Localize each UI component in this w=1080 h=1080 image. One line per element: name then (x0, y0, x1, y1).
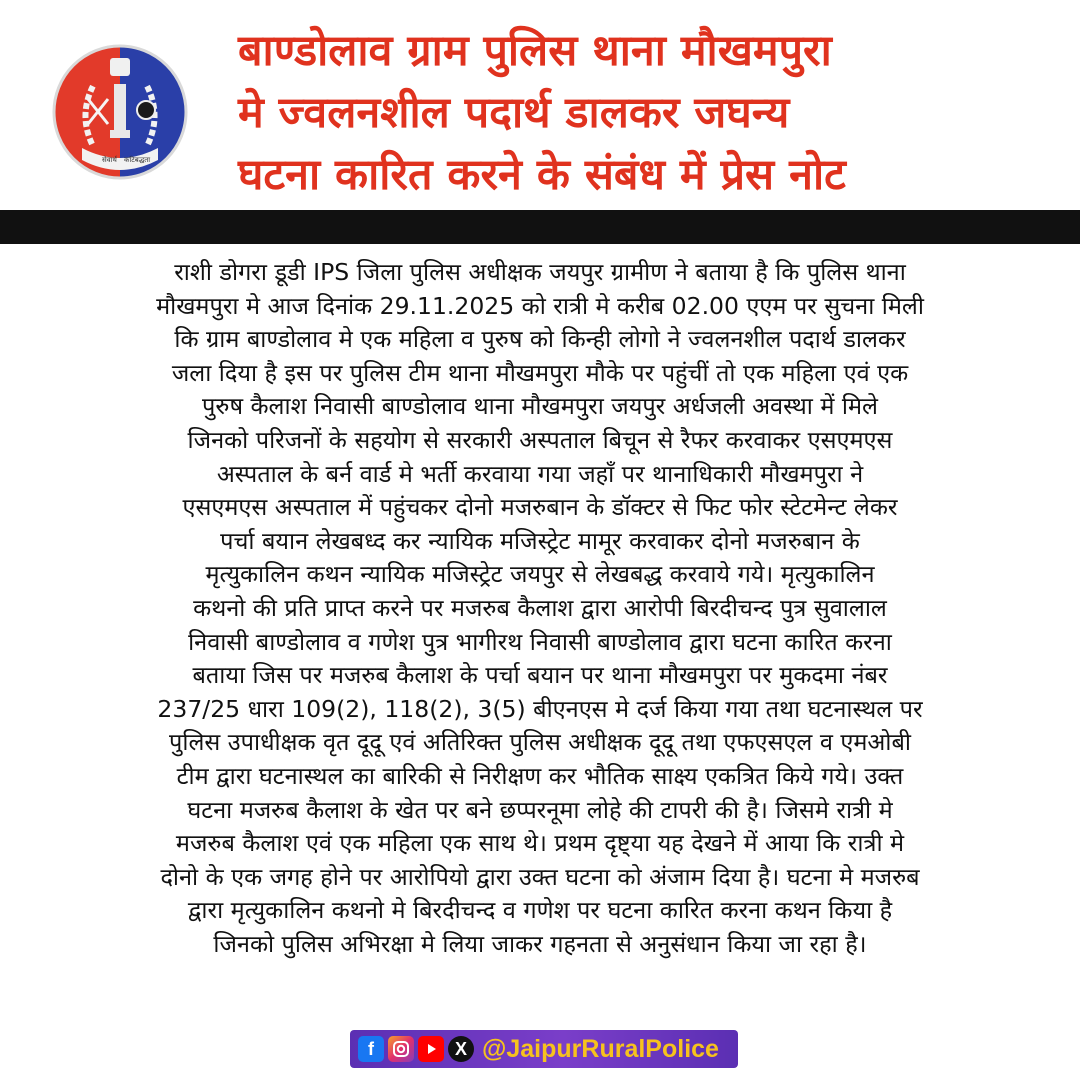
body-line: पुलिस उपाधीक्षक वृत दूदू एवं अतिरिक्त पुलिस अधीक्षक दूदू तथा एफएसएल व एमओबी (169, 728, 911, 757)
rajasthan-police-logo-icon (52, 44, 188, 180)
page-title (238, 20, 1068, 206)
body-line: पुरुष कैलाश निवासी बाण्डोलाव थाना मौखमपुरा जयपुर अर्धजली अवस्था में मिले (202, 392, 878, 421)
body-line: बताया जिस पर मजरुब कैलाश के पर्चा बयान पर थाना मौखमपुरा पर मुकदमा नंबर (192, 661, 888, 690)
body-line: जिनको पुलिस अभिरक्षा मे लिया जाकर गहनता से अनुसंधान किया जा रहा है। (213, 929, 867, 958)
x-icon[interactable]: X (448, 1036, 474, 1062)
logo-motto-left: सेवार्थ (102, 156, 117, 164)
body-line: कथनो की प्रति प्राप्त करने पर मजरुब कैलाश द्वारा आरोपी बिरदीचन्द पुत्र सुवालाल (193, 593, 887, 622)
body-line: द्वारा मृत्युकालिन कथनो मे बिरदीचन्द व गणेश पर घटना कारित करना कथन किया है (187, 896, 893, 925)
logo-motto-right: कटिबद्धता (124, 156, 151, 164)
body-line: पर्चा बयान लेखबध्द कर न्यायिक मजिस्ट्रेट मामूर करवाकर दोनो मजरुबान के (220, 526, 860, 555)
youtube-icon[interactable] (418, 1036, 444, 1062)
body-line: दोनो के एक जगह होने पर आरोपियो द्वारा उक्त घटना को अंजाम दिया है। घटना मे मजरुब (160, 862, 920, 891)
body-line: जला दिया है इस पर पुलिस टीम थाना मौखमपुरा मौके पर पहुंचीं तो एक महिला एवं एक (171, 358, 909, 387)
body-line: एसएमएस अस्पताल में पहुंचकर दोनो मजरुबान के डॉक्टर से फिट फोर स्टेटमेन्ट लेकर (182, 493, 898, 522)
title-line: बाण्डोलाव ग्राम पुलिस थाना मौखमपुरा (238, 26, 832, 76)
body-line: घटना मजरुब कैलाश के खेत पर बने छप्परनूमा लोहे की टापरी की है। जिसमे रात्री मे (187, 795, 893, 824)
body-line: अस्पताल के बर्न वार्ड मे भर्ती करवाया गया जहाँ पर थानाधिकारी मौखमपुरा ने (216, 459, 864, 488)
body-line: मृत्युकालिन कथन न्यायिक मजिस्ट्रेट जयपुर से लेखबद्ध करवाये गये। मृत्युकालिन (205, 560, 875, 589)
body-line: टीम द्वारा घटनास्थल का बारिकी से निरीक्षण कर भौतिक साक्ष्य एकत्रित किये गये। उक्त (176, 761, 904, 790)
body-line: मजरुब कैलाश एवं एक महिला एक साथ थे। प्रथम दृष्ट्या यह देखने में आया कि रात्री मे (175, 829, 905, 858)
social-handle[interactable]: @JaipurRuralPolice (482, 1034, 719, 1063)
body-line: जिनको परिजनों के सहयोग से सरकारी अस्पताल बिचून से रैफर करवाकर एसएमएस (187, 425, 893, 454)
body-line: 237/25 धारा 109(2), 118(2), 3(5) बीएनएस मे दर्ज किया गया तथा घटनास्थल पर (157, 694, 923, 723)
instagram-icon[interactable] (388, 1036, 414, 1062)
body-line: राशी डोगरा डूडी IPS जिला पुलिस अधीक्षक जयपुर ग्रामीण ने बताया है कि पुलिस थाना (174, 258, 906, 286)
body-line: कि ग्राम बाण्डोलाव मे एक महिला व पुरुष को किन्ही लोगो ने ज्वलनशील पदार्थ डालकर (174, 325, 906, 354)
title-line: मे ज्वलनशील पदार्थ डालकर जघन्य (238, 88, 790, 138)
title-line: घटना कारित करने के संबंध में प्रेस नोट (238, 150, 846, 200)
press-note-body (40, 256, 1040, 961)
social-media-bar (350, 1030, 738, 1068)
facebook-icon[interactable]: f (358, 1036, 384, 1062)
body-line: मौखमपुरा मे आज दिनांक 29.11.2025 को रात्री मे करीब 02.00 एएम पर सुचना मिली (156, 291, 924, 320)
header-divider (0, 210, 1080, 244)
header (0, 0, 1080, 210)
body-line: निवासी बाण्डोलाव व गणेश पुत्र भागीरथ निवासी बाण्डोलाव द्वारा घटना कारित करना (188, 627, 892, 656)
